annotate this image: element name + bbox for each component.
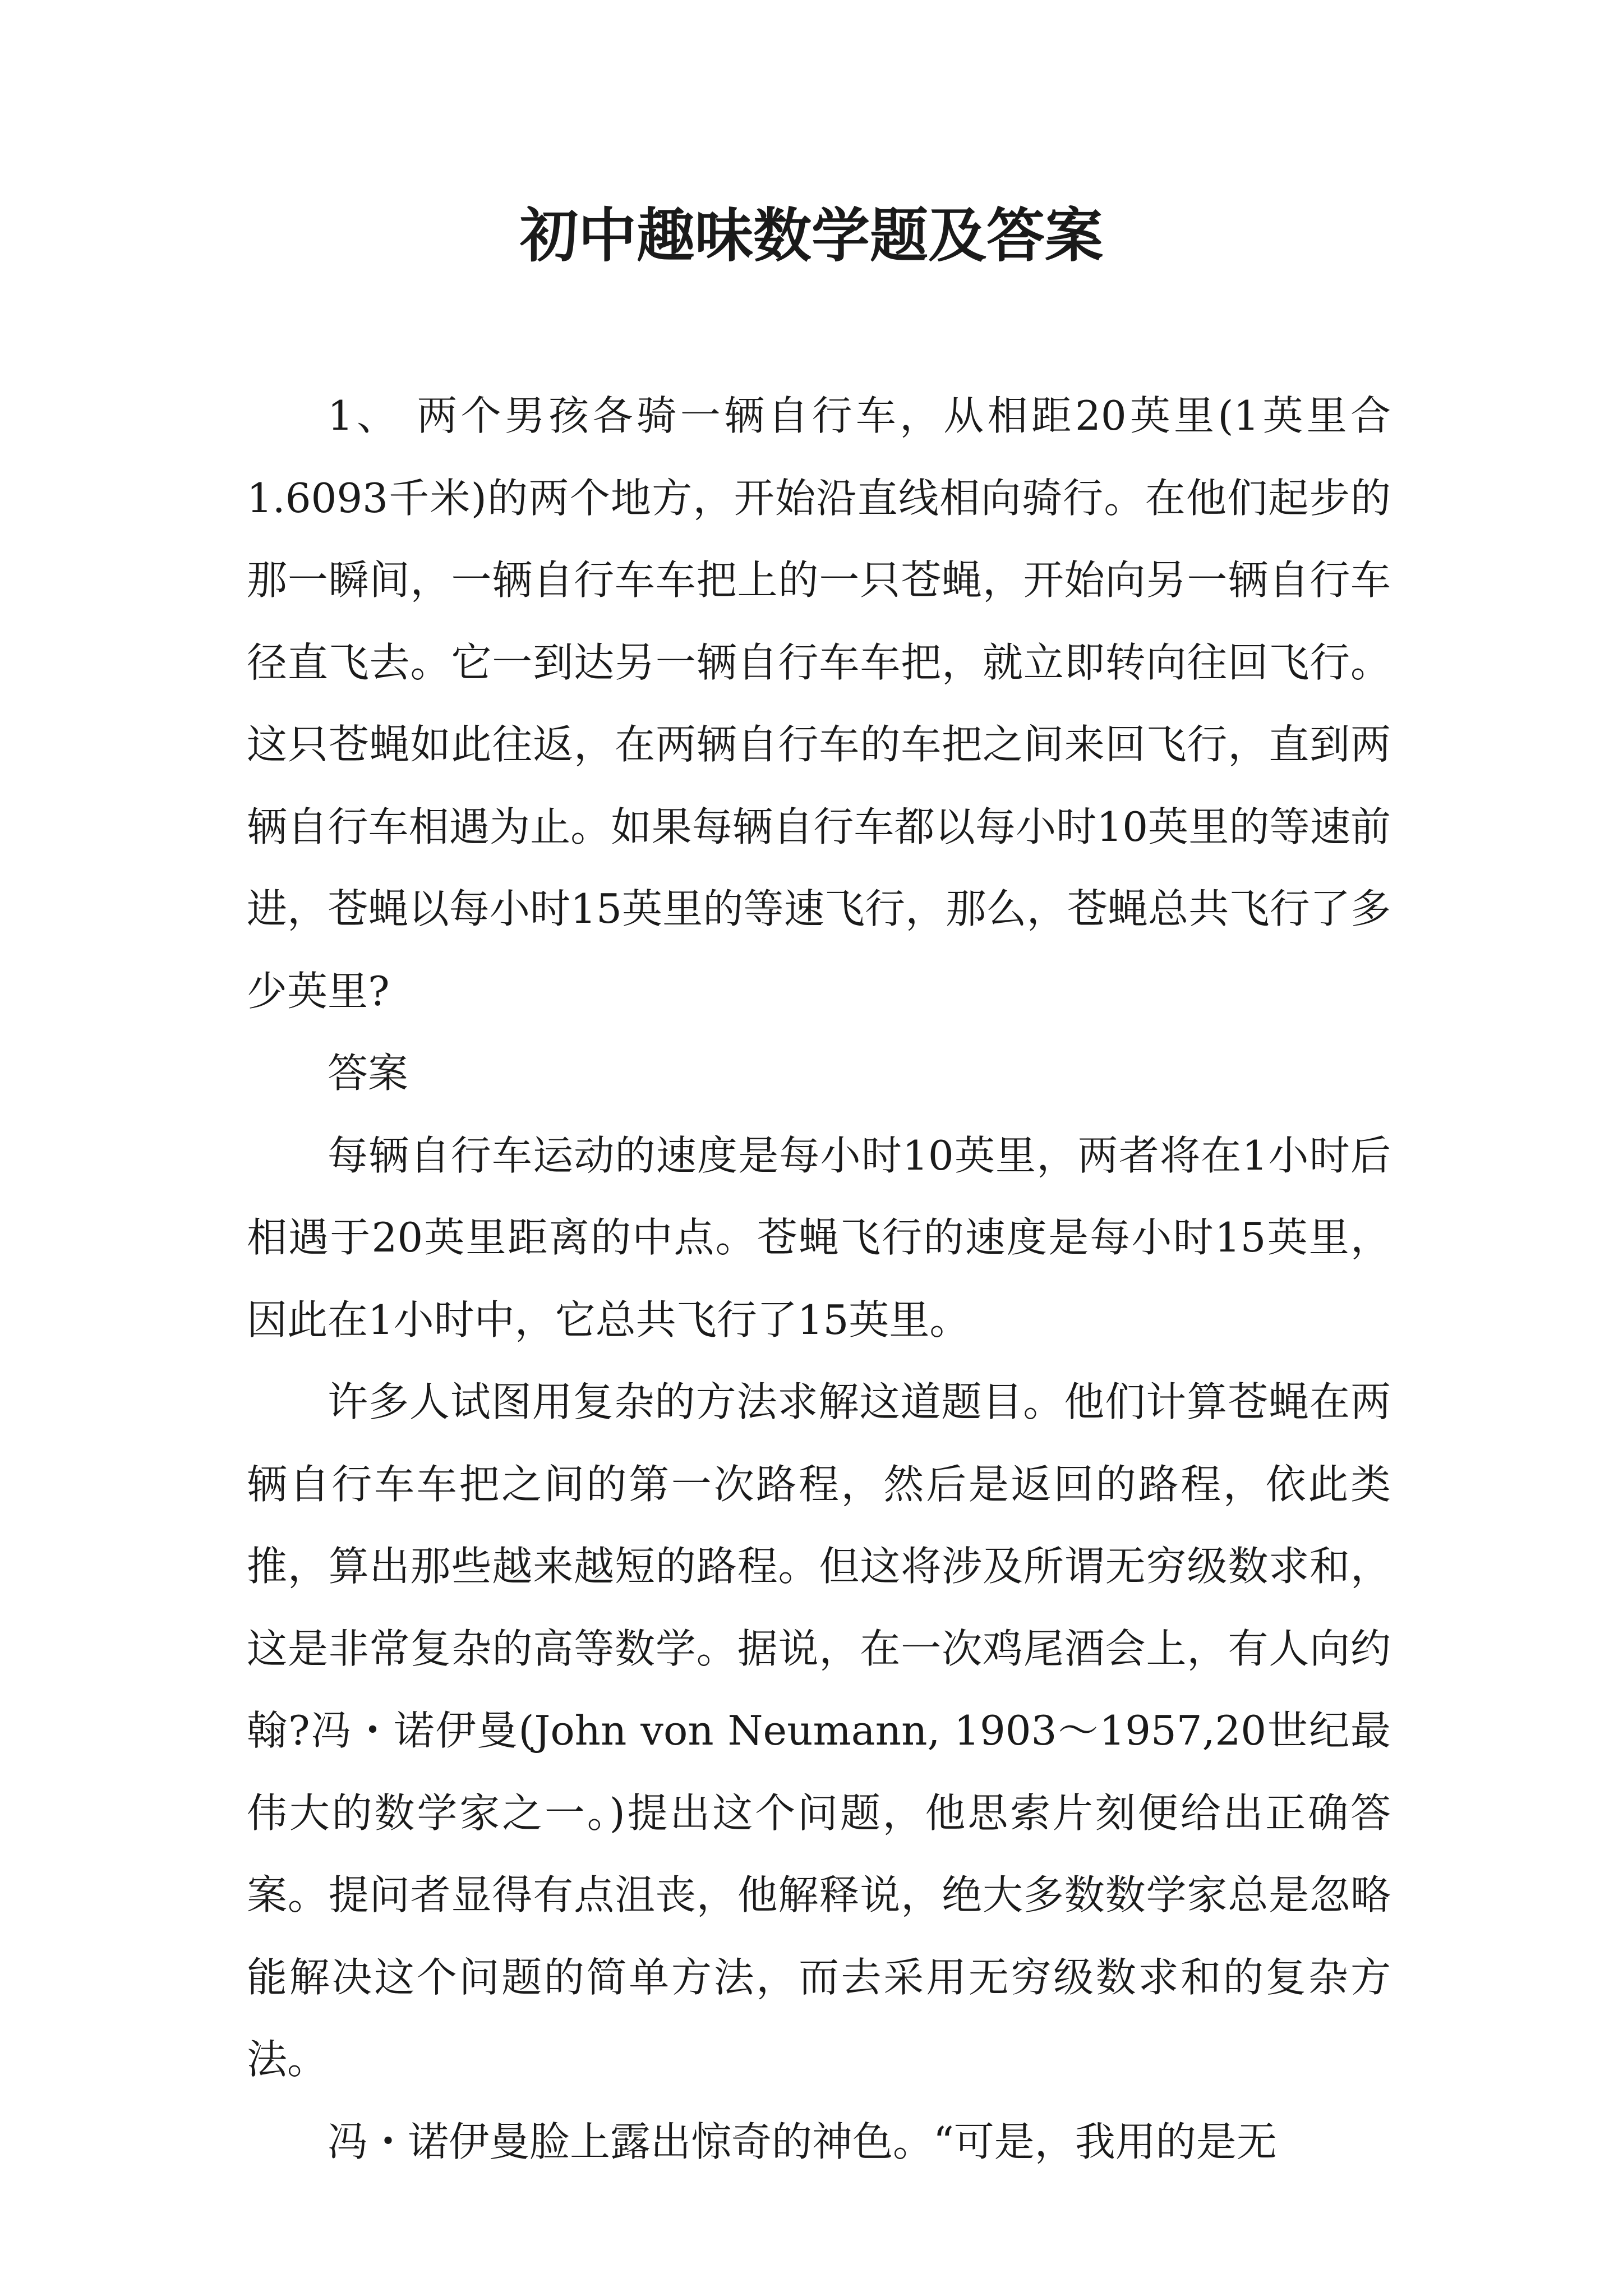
anecdote-paragraph: 冯・诺伊曼脸上露出惊奇的神色。“可是，我用的是无 [328,2118,1277,2165]
answer-paragraph: 每辆自行车运动的速度是每小时10英里，两者将在1小时后相遇于20英里距离的中点。苍蝇飞行的速度是每小时15英里，因此在1小时中，它总共飞行了15英里。 [247,1131,1391,1343]
question-paragraph: 1、 两个男孩各骑一辆自行车，从相距20英里(1英里合1.6093千米)的两个地方，开始沿直线相向骑行。在他们起步的那一瞬间，一辆自行车车把上的一只苍蝇，开始向另一辆自行车径直飞去。它一到达另一辆自行车车把，就立即转向往回飞行。这只苍蝇如此往返，在两辆自行车的车把之间来回飞行，直到两辆自行车相遇为止。如果每辆自行车都以每小时10英里的等速前进，苍蝇以每小时15英里的等速飞行，那么，苍蝇总共飞行了多少英里? [247,392,1391,1015]
document-title: 初中趣味数学题及答案 [519,201,1103,270]
answer-heading: 答案 [328,1050,409,1097]
document-body [247,375,1391,2183]
discussion-paragraph: 许多人试图用复杂的方法求解这道题目。他们计算苍蝇在两辆自行车车把之间的第一次路程，然后是返回的路程，依此类推，算出那些越来越短的路程。但这将涉及所谓无穷级数求和，这是非常复杂的高等数学。据说，在一次鸡尾酒会上，有人向约翰?冯・诺伊曼(John von Neumann, 1903～1957,20世纪最伟大的数学家之一。)提出这个问题，他思索片刻便给出正确答案。提问者显得有点沮丧，他解释说，绝大多数数学家总是忽略能解决这个问题的简单方法，而去采用无穷级数求和的复杂方法。 [247,1378,1391,2083]
